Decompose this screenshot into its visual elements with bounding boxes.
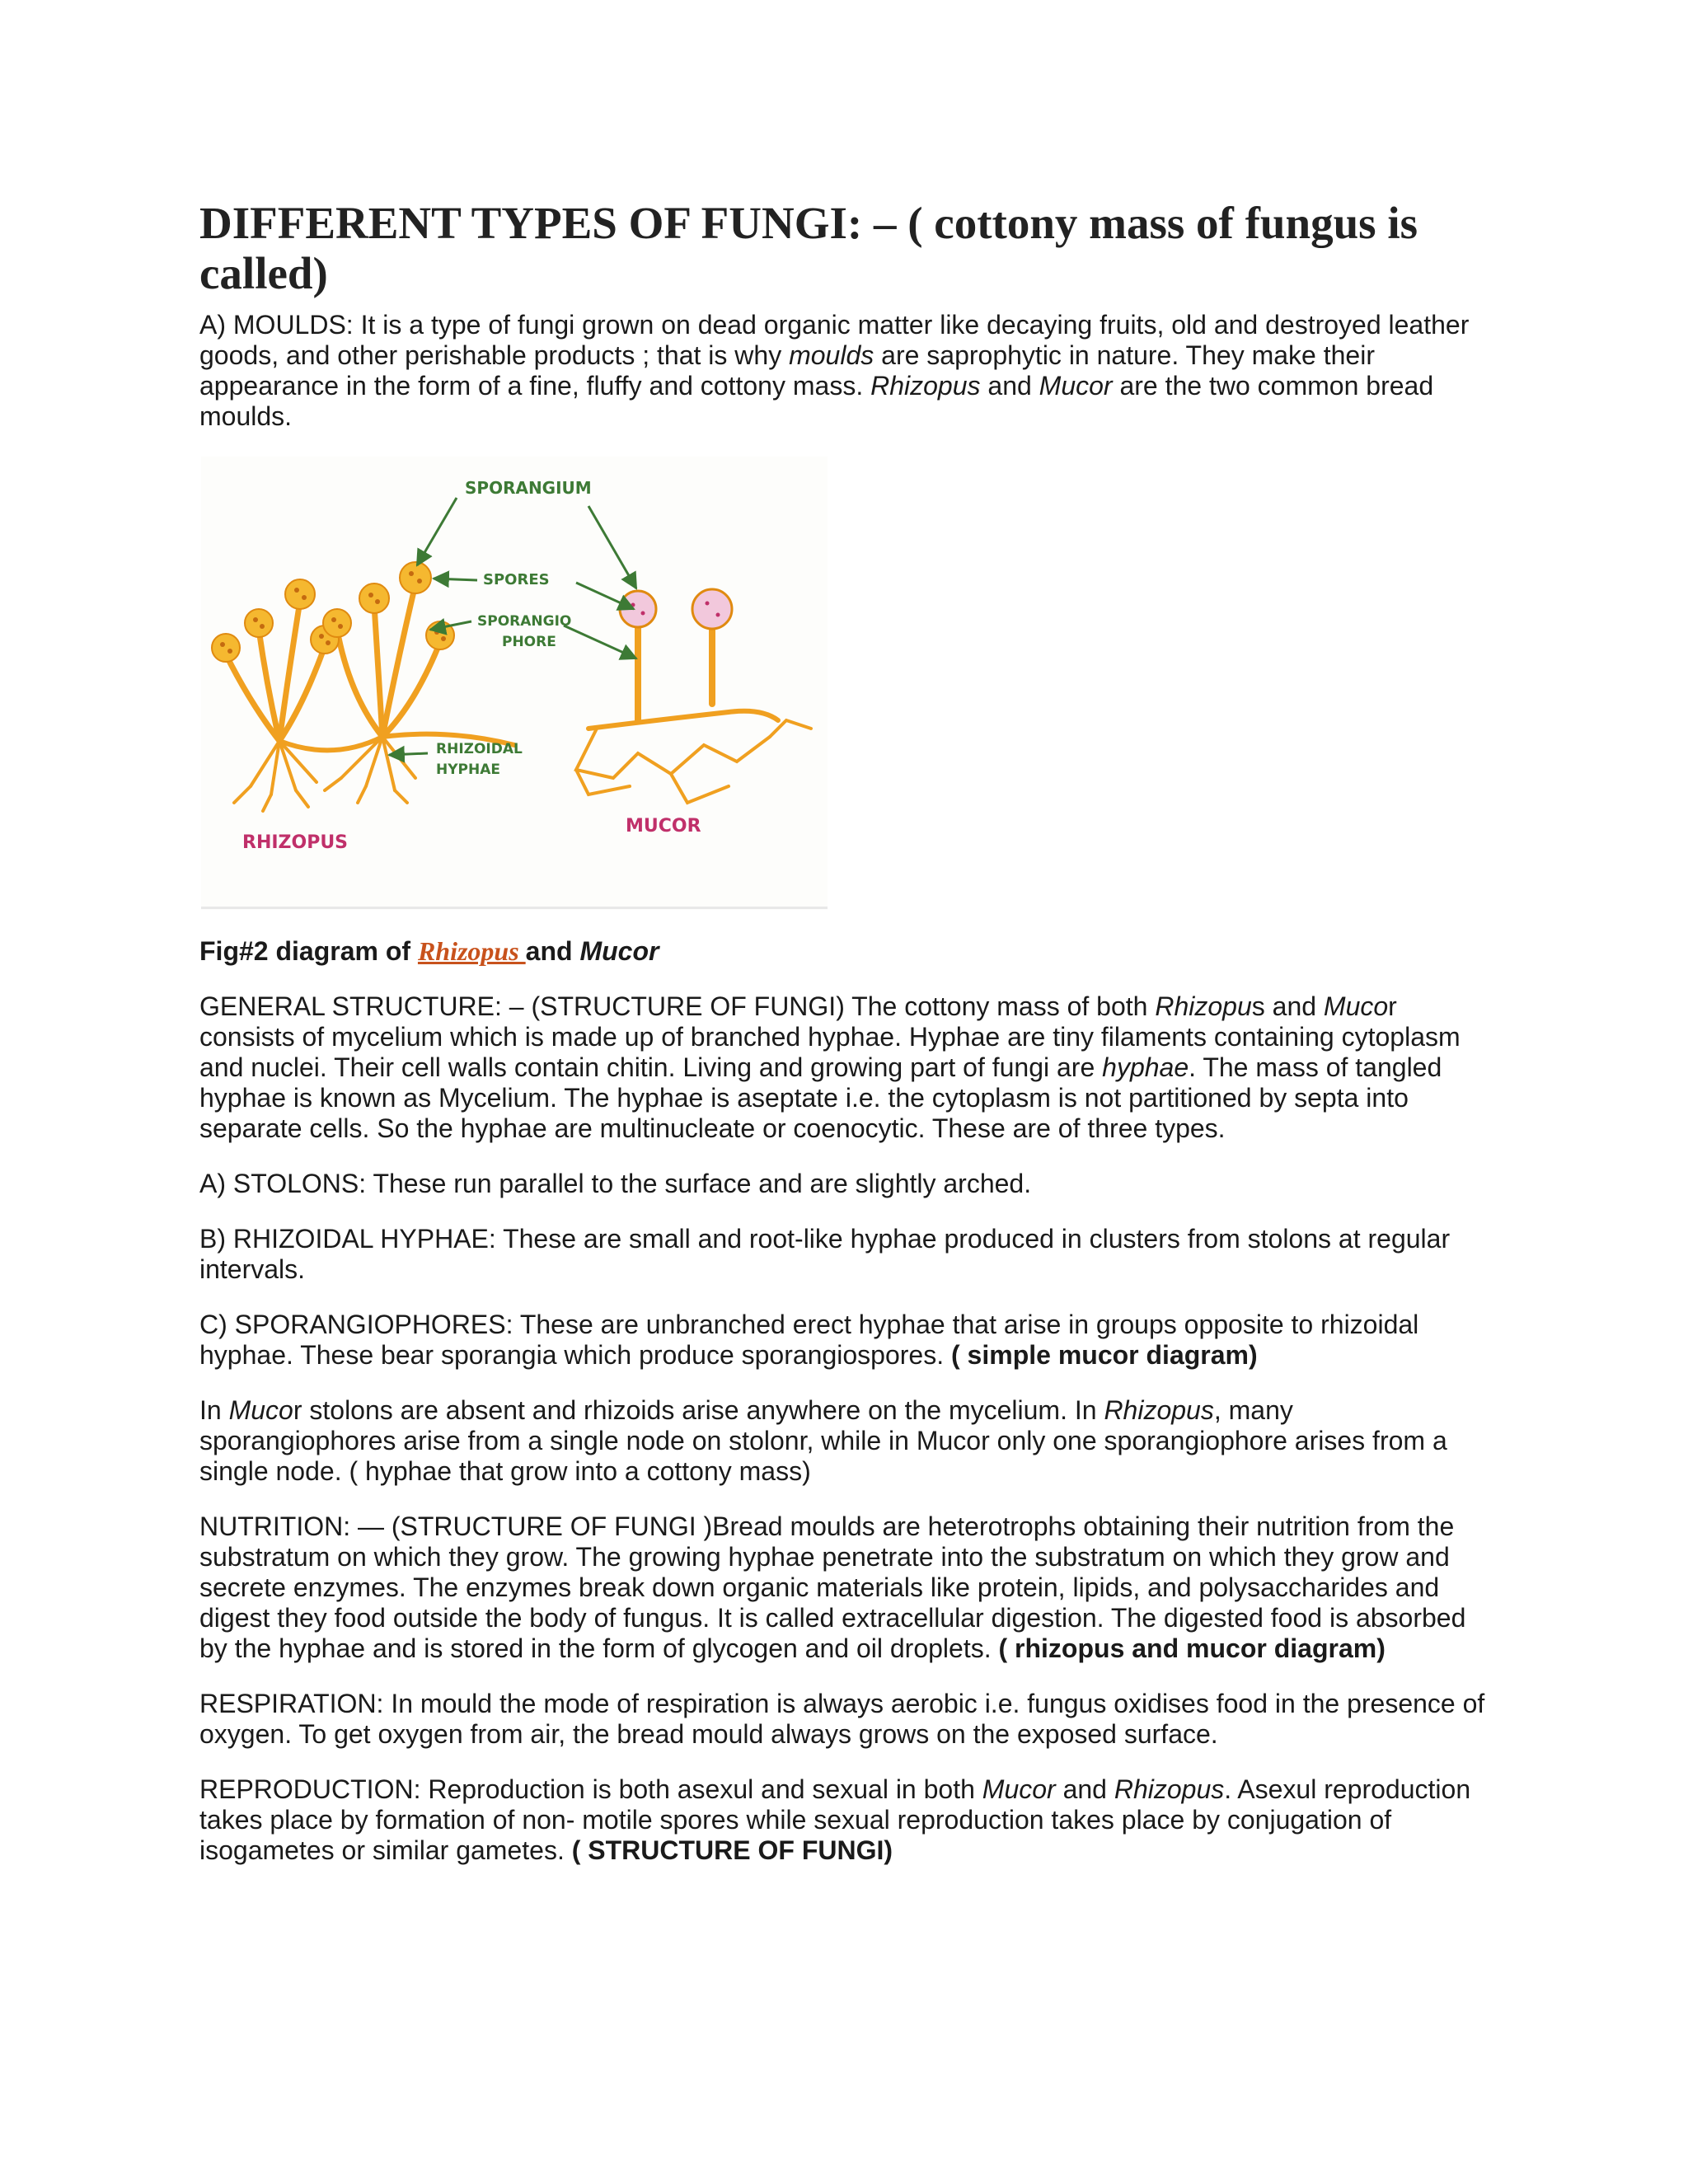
rhizoidal-paragraph: B) RHIZOIDAL HYPHAE: These are small and root-like hyphae produced in clusters from stolons at regular intervals.	[199, 1224, 1451, 1284]
general-text-4: . The mass of tangled hyphae is known as Mycelium. The hyphae is aseptate i.e. the cytoplasm is not partitioned by septa into separate cells. So the hyphae are multinucleate or coenocytic. These are of three types.	[199, 1052, 1442, 1143]
mucor-text-2: r stolons are absent and rhizoids arise anywhere on the mycelium. In	[293, 1395, 1104, 1425]
mucor-text-1: In	[199, 1395, 229, 1425]
moulds-text-4: are the two common bread moulds.	[199, 371, 1434, 431]
nutrition-bold: ( rhizopus and mucor diagram)	[998, 1633, 1386, 1663]
label-rhizopus: RHIZOPUS	[242, 832, 349, 853]
document-page	[199, 198, 1493, 1891]
moulds-em-2: Rhizopus	[870, 371, 981, 401]
caption-text: Fig#2 diagram of	[199, 936, 418, 966]
general-structure-paragraph	[199, 991, 1493, 1144]
label-rhizoidal-line2: HYPHAE	[436, 762, 500, 778]
mucor-text-3: , many sporangiophores arise from a single node on stolonr, while in Mucor only one sporangiophore arises from a single node. ( hyphae that grow into a cottony mass)	[199, 1395, 1447, 1486]
reproduction-em-2: Rhizopus	[1114, 1774, 1225, 1804]
reproduction-paragraph	[199, 1774, 1493, 1866]
general-text-1: GENERAL STRUCTURE: – (STRUCTURE OF FUNGI) The cottony mass of both	[199, 991, 1156, 1021]
reproduction-bold: ( STRUCTURE OF FUNGI)	[571, 1835, 893, 1865]
moulds-text-1: A) MOULDS: It is a type of fungi grown on dead organic matter like decaying fruits, old and destroyed leather goods, and other perishable products ; that is why	[199, 310, 1470, 370]
nutrition-paragraph	[199, 1511, 1493, 1664]
sporangiophores-text: C) SPORANGIOPHORES: These are unbranched erect hyphae that arise in groups opposite to rhizoidal hyphae. These bear sporangia which produce sporangiospores.	[199, 1310, 1419, 1370]
sporangiophores-bold: ( simple mucor diagram)	[951, 1340, 1258, 1370]
moulds-text-2: are saprophytic in nature. They make their appearance in the form of a fine, fluffy and cottony mass.	[199, 340, 1375, 401]
moulds-em-3: Mucor	[1039, 371, 1113, 401]
moulds-em-1: moulds	[789, 340, 874, 370]
general-em-3: hyphae	[1102, 1052, 1189, 1082]
figure-caption	[199, 936, 1493, 967]
respiration-paragraph: RESPIRATION: In mould the mode of respiration is always aerobic i.e. fungus oxidises food in the presence of oxygen. To get oxygen from air, the bread mould always grows on the exposed surface.	[199, 1689, 1485, 1749]
general-text-3: r consists of mycelium which is made up of branched hyphae. Hyphae are tiny filaments containing cytoplasm and nuclei. Their cell walls contain chitin. Living and growing part of fungi are	[199, 991, 1461, 1082]
general-em-2: Muco	[1323, 991, 1389, 1021]
fungi-diagram	[201, 457, 828, 910]
moulds-text-3: and	[980, 371, 1039, 401]
caption-link-rhizopus[interactable]: Rhizopus	[417, 936, 526, 966]
mucor-em-1: Muco	[228, 1395, 293, 1425]
sporangiophores-paragraph	[199, 1310, 1493, 1371]
rhizopus-mucor-figure	[201, 457, 828, 910]
reproduction-em-1: Mucor	[982, 1774, 1056, 1804]
label-spores: SPORES	[483, 571, 550, 588]
label-sporangiophore-line1: SPORANGIO	[477, 613, 572, 630]
label-sporangiophore-line2: PHORE	[502, 634, 556, 650]
mucor-paragraph	[199, 1395, 1493, 1487]
stolons-paragraph: A) STOLONS: These run parallel to the surface and are slightly arched.	[199, 1169, 1032, 1198]
moulds-paragraph	[199, 310, 1493, 432]
reproduction-text-2: and	[1055, 1774, 1114, 1804]
label-mucor: MUCOR	[626, 816, 701, 837]
label-sporangium: SPORANGIUM	[465, 478, 592, 498]
general-em-1: Rhizopu	[1155, 991, 1252, 1021]
caption-mid: and	[525, 936, 580, 966]
page-title: DIFFERENT TYPES OF FUNGI: – ( cottony mass of fungus is called)	[199, 198, 1418, 298]
caption-em-mucor: Mucor	[579, 936, 659, 966]
reproduction-text-3: . Asexul reproduction takes place by formation of non- motile spores while sexual reproduction takes place by conjugation of isogametes or similar gametes.	[199, 1774, 1471, 1865]
mucor-em-2: Rhizopus	[1104, 1395, 1214, 1425]
general-text-2: s and	[1251, 991, 1324, 1021]
nutrition-text: NUTRITION: — (STRUCTURE OF FUNGI )Bread moulds are heterotrophs obtaining their nutrition from the substratum on which they grow. The growing hyphae penetrate into the substratum on which they grow and secrete enzymes. The enzymes break down organic materials like protein, lipids, and polysaccharides and digest they food outside the body of fungus. It is called extracellular digestion. The digested food is absorbed by the hyphae and is stored in the form of glycogen and oil droplets.	[199, 1511, 1466, 1663]
label-rhizoidal-line1: RHIZOIDAL	[436, 741, 523, 757]
reproduction-text-1: REPRODUCTION: Reproduction is both asexul and sexual in both	[199, 1774, 982, 1804]
